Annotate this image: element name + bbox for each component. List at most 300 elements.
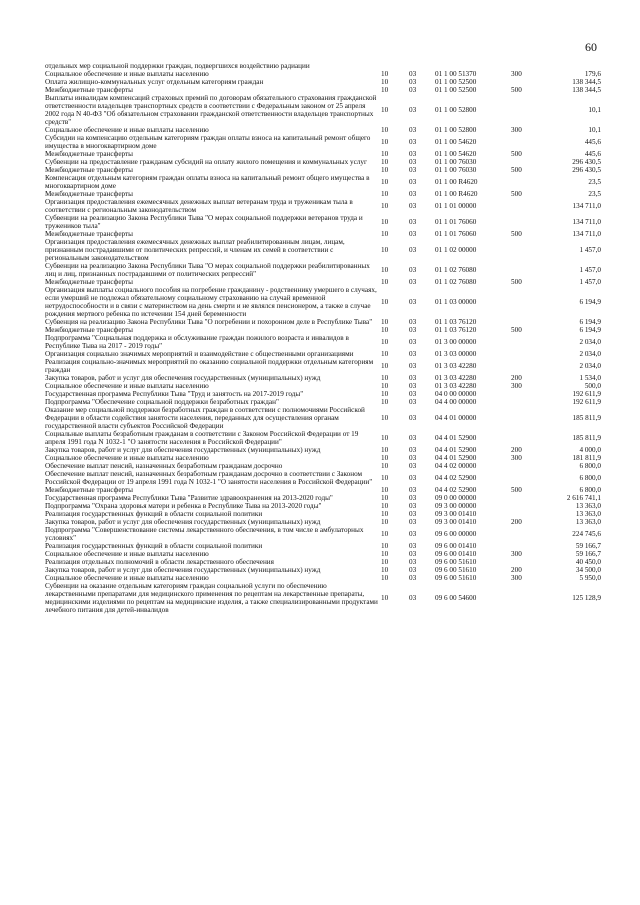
row-subsection-cell: 03 [409, 166, 417, 174]
table-row [44, 430, 602, 446]
row-target-code-cell: 01 1 00 76030 [435, 166, 477, 174]
budget-rows [44, 62, 602, 614]
row-sum-cell: 2 034,0 [579, 362, 601, 370]
table-row [44, 582, 602, 614]
row-target-code-cell: 04 4 00 00000 [435, 398, 477, 406]
row-subsection-cell: 03 [409, 350, 417, 358]
row-section-cell: 10 [381, 326, 389, 334]
row-name-cell: Межбюджетные трансферты [45, 230, 133, 238]
row-section-cell: 10 [381, 486, 389, 494]
table-row [44, 70, 602, 78]
row-name-cell: Подпрограмма "Охрана здоровья матери и ребенка в Республике Тыва на 2013-2020 годы" [45, 502, 322, 510]
table-row [44, 150, 602, 158]
budget-table [44, 62, 602, 614]
row-target-code-cell: 04 4 02 00000 [435, 462, 477, 470]
row-name-cell: Закупка товаров, работ и услуг для обеспечения государственных (муниципальных) нужд [45, 374, 321, 382]
row-expense-type-cell [510, 558, 544, 566]
row-expense-type-cell: 200 [511, 446, 522, 454]
row-name-cell: Субсидии на компенсацию отдельным категориям граждан оплаты взноса на капитальный ремонт общего имущества в многоквартирном доме [45, 134, 371, 150]
row-target-code-cell: 01 1 00 52500 [435, 78, 477, 86]
row-expense-type-cell [510, 406, 544, 430]
row-target-code-cell: 09 6 00 51610 [435, 566, 477, 574]
row-name-cell: Реализация государственных функций в области социальной политики [45, 510, 263, 518]
row-sum-cell: 138 344,5 [572, 78, 601, 86]
row-target-code-cell: 09 6 00 51610 [435, 558, 477, 566]
table-row [44, 334, 602, 350]
row-expense-type-cell [510, 334, 544, 350]
row-subsection-cell: 03 [409, 266, 417, 274]
row-target-code-cell: 01 3 03 00000 [435, 350, 477, 358]
row-subsection-cell: 03 [409, 574, 417, 582]
row-sum-cell: 296 430,5 [572, 158, 601, 166]
row-expense-type-cell [510, 470, 544, 486]
row-section-cell: 10 [381, 462, 389, 470]
table-row [44, 374, 602, 382]
row-sum-cell: 59 166,7 [575, 550, 601, 558]
row-section-cell: 10 [381, 278, 389, 286]
row-subsection-cell: 03 [409, 318, 417, 326]
row-name-cell: отдельных мер социальной поддержки граждан, подвергшихся воздействию радиации [45, 62, 310, 70]
row-section-cell: 10 [381, 574, 389, 582]
row-subsection-cell: 03 [409, 474, 417, 482]
row-expense-type-cell: 300 [511, 70, 522, 78]
row-expense-type-cell [510, 158, 544, 166]
row-name-cell: Социальное обеспечение и иные выплаты населению [45, 126, 209, 134]
row-subsection-cell: 03 [409, 126, 417, 134]
row-name-cell: Организация предоставления ежемесячных денежных выплат ветеранам труда и труженикам тыла в соответствии с региональным законодательством [45, 198, 353, 214]
row-name-cell: Межбюджетные трансферты [45, 326, 133, 334]
row-expense-type-cell [510, 542, 544, 550]
row-subsection-cell: 03 [409, 382, 417, 390]
row-expense-type-cell [510, 214, 544, 230]
row-sum-cell: 34 500,0 [575, 566, 601, 574]
row-subsection-cell: 03 [409, 398, 417, 406]
table-row [44, 326, 602, 334]
table-row [44, 574, 602, 582]
row-subsection-cell: 03 [409, 78, 417, 86]
row-sum-cell: 6 800,0 [579, 474, 601, 482]
row-subsection-cell: 03 [409, 190, 417, 198]
row-subsection-cell: 03 [409, 298, 417, 306]
row-section-cell: 10 [381, 594, 389, 602]
row-name-cell: Межбюджетные трансферты [45, 486, 133, 494]
table-row [44, 174, 602, 190]
row-sum-cell: 1 457,0 [579, 266, 601, 274]
row-name-cell: Реализация социально-значимых мероприятий по оказанию социальной поддержки отдельным категориям граждан [45, 358, 374, 374]
row-sum-cell: 6 800,0 [579, 486, 601, 494]
row-name-cell: Субвенции на оказание отдельным категориям граждан социальной услуги по обеспечению лекарственными препаратами для медицинского применения по рецептам на лекарственные препараты, медицинскими изделиями по рецептам на медицинские изделия, а также специализированными продуктами лечебного питания для детей-инвалидов [45, 582, 378, 614]
row-section-cell: 10 [381, 518, 389, 526]
row-name-cell: Социальное обеспечение и иные выплаты населению [45, 454, 209, 462]
row-section-cell: 10 [381, 542, 389, 550]
row-section-cell: 10 [381, 70, 389, 78]
row-sum-cell: 224 745,6 [572, 530, 601, 538]
row-target-code-cell: 04 4 01 00000 [435, 414, 477, 422]
row-name-cell: Государственная программа Республики Тыва "Труд и занятость на 2017-2019 годы" [45, 390, 304, 398]
row-sum-cell: 1 534,0 [579, 374, 601, 382]
row-subsection-cell: 03 [409, 86, 417, 94]
row-target-code-cell: 01 1 03 00000 [435, 298, 477, 306]
row-sum-cell: 181 811,9 [572, 454, 601, 462]
row-expense-type-cell [510, 78, 544, 86]
row-sum-cell: 4 000,0 [579, 446, 601, 454]
row-target-code-cell: 09 0 00 00000 [435, 494, 477, 502]
row-subsection-cell: 03 [409, 530, 417, 538]
row-target-code-cell: 09 6 00 01410 [435, 550, 477, 558]
row-expense-type-cell [510, 262, 544, 278]
row-name-cell: Подпрограмма "Совершенствование системы лекарственного обеспечения, в том числе в амбулаторных условиях" [45, 526, 364, 542]
row-name-cell: Межбюджетные трансферты [45, 190, 133, 198]
row-name-cell: Закупка товаров, работ и услуг для обеспечения государственных (муниципальных) нужд [45, 518, 321, 526]
table-row [44, 86, 602, 94]
row-expense-type-cell: 200 [511, 566, 522, 574]
row-subsection-cell: 03 [409, 454, 417, 462]
row-expense-type-cell: 500 [511, 86, 522, 94]
row-subsection-cell: 03 [409, 202, 417, 210]
row-section-cell: 10 [381, 566, 389, 574]
row-sum-cell: 2 616 741,1 [566, 494, 601, 502]
row-target-code-cell: 01 1 01 76060 [435, 230, 477, 238]
row-sum-cell: 6 194,9 [579, 298, 601, 306]
row-section-cell: 10 [381, 106, 389, 114]
row-expense-type-cell [510, 134, 544, 150]
table-row [44, 262, 602, 278]
row-target-code-cell: 01 1 00 54620 [435, 150, 477, 158]
row-target-code-cell: 09 6 00 01410 [435, 542, 477, 550]
row-expense-type-cell [510, 502, 544, 510]
row-subsection-cell: 03 [409, 542, 417, 550]
row-name-cell: Выплаты инвалидам компенсаций страховых премий по договорам обязательного страхования гражданской ответственности владельцев транспортных средств в соответствии с Федеральным законом от 25 апреля 2002 года N 40-ФЗ "Об обязательном страховании гражданской ответственности владельцев транспортных средств" [45, 94, 377, 126]
row-subsection-cell: 03 [409, 218, 417, 226]
row-target-code-cell: 09 3 00 00000 [435, 502, 477, 510]
table-row [44, 470, 602, 486]
row-subsection-cell: 03 [409, 230, 417, 238]
row-sum-cell [544, 62, 602, 70]
row-section-cell: 10 [381, 318, 389, 326]
row-target-code-cell: 01 3 00 00000 [435, 338, 477, 346]
row-target-code-cell: 04 4 02 52900 [435, 486, 477, 494]
row-sum-cell: 138 344,5 [572, 86, 601, 94]
row-expense-type-cell: 500 [511, 230, 522, 238]
table-row [44, 78, 602, 86]
row-sum-cell: 134 711,0 [572, 230, 601, 238]
row-subsection-cell: 03 [409, 434, 417, 442]
row-expense-type-cell [510, 510, 544, 518]
row-sum-cell: 134 711,0 [572, 202, 601, 210]
row-name-cell: Субвенции на реализацию Закона Республики Тыва "О мерах социальной поддержки ветеранов труда и тружеников тыла" [45, 214, 363, 230]
row-target-code-cell: 01 1 02 00000 [435, 246, 477, 254]
row-expense-type-cell: 300 [511, 126, 522, 134]
table-row [44, 382, 602, 390]
row-target-code-cell: 01 1 00 52800 [435, 126, 477, 134]
table-row [44, 518, 602, 526]
row-target-code-cell: 01 3 03 42280 [435, 374, 477, 382]
table-row [44, 94, 602, 126]
table-row [44, 390, 602, 398]
row-name-cell: Оказание мер социальной поддержки безработных граждан в соответствии с полномочиями Российской Федерации в области содействия занятости населения, переданных для осуществления органам государственной власти субъектов Российской Федерации [45, 406, 365, 430]
table-row [44, 446, 602, 454]
table-row [44, 198, 602, 214]
row-subsection-cell: 03 [409, 494, 417, 502]
table-row [44, 502, 602, 510]
row-name-cell: Социальное обеспечение и иные выплаты населению [45, 574, 209, 582]
table-row [44, 558, 602, 566]
row-expense-type-cell: 500 [511, 150, 522, 158]
row-target-code-cell: 01 1 01 76060 [435, 218, 477, 226]
table-row [44, 126, 602, 134]
row-section-cell: 10 [381, 166, 389, 174]
row-subsection-cell: 03 [409, 390, 417, 398]
row-section-cell: 10 [381, 246, 389, 254]
row-expense-type-cell [510, 358, 544, 374]
row-expense-type-cell: 500 [511, 326, 522, 334]
row-subsection-cell: 03 [409, 246, 417, 254]
row-sum-cell: 192 611,9 [572, 390, 601, 398]
row-expense-type-cell: 300 [511, 454, 522, 462]
row-name-cell: Обеспечение выплат пенсий, назначенных безработным гражданам досрочно [45, 462, 283, 470]
row-subsection-cell: 03 [409, 106, 417, 114]
row-sum-cell: 23,5 [588, 190, 601, 198]
row-target-code-cell: 01 1 00 52800 [435, 106, 477, 114]
page-number: 60 [585, 40, 597, 54]
row-section-cell: 10 [381, 550, 389, 558]
row-section-cell: 10 [381, 414, 389, 422]
table-row [44, 542, 602, 550]
row-target-code-cell: 01 1 00 52500 [435, 86, 477, 94]
table-row [44, 214, 602, 230]
row-name-cell: Субвенция на реализацию Закона Республики Тыва "О погребении и похоронном деле в Республике Тыва" [45, 318, 373, 326]
row-subsection-cell: 03 [409, 502, 417, 510]
row-section-cell: 10 [381, 150, 389, 158]
row-target-code-cell: 01 1 00 54620 [435, 138, 477, 146]
row-subsection-cell: 03 [409, 510, 417, 518]
row-sum-cell: 185 811,9 [572, 414, 601, 422]
table-row [44, 158, 602, 166]
row-subsection-cell: 03 [409, 414, 417, 422]
row-target-code-cell: 04 4 01 52900 [435, 446, 477, 454]
table-row [44, 286, 602, 318]
table-row [44, 454, 602, 462]
row-subsection-cell: 03 [409, 70, 417, 78]
table-row [44, 350, 602, 358]
row-section-cell: 10 [381, 178, 389, 186]
row-name-cell: Подпрограмма "Обеспечение социальной поддержки безработных граждан" [45, 398, 279, 406]
row-subsection-cell: 03 [409, 594, 417, 602]
row-name-cell: Субвенции на реализацию Закона Республики Тыва "О мерах социальной поддержки реабилитированных лиц и лиц, признанных пострадавшими от политических репрессий" [45, 262, 370, 278]
row-section-cell: 10 [381, 474, 389, 482]
row-sum-cell: 59 166,7 [575, 542, 601, 550]
row-expense-type-cell [510, 62, 544, 70]
row-section-cell: 10 [381, 126, 389, 134]
row-name-cell: Подпрограмма "Социальная поддержка и обслуживание граждан пожилого возраста и инвалидов в Республике Тыва на 2017 - 2019 годы" [45, 334, 349, 350]
row-target-code-cell: 01 1 00 76030 [435, 158, 477, 166]
row-sum-cell: 500,0 [584, 382, 601, 390]
row-target-code-cell: 09 3 00 01410 [435, 518, 477, 526]
row-expense-type-cell [510, 430, 544, 446]
row-sum-cell: 13 363,0 [575, 518, 601, 526]
row-name-cell: Социальные выплаты безработным гражданам в соответствии с Законом Российской Федерации от 19 апреля 1991 года N 1032-1 "О занятости населения в Российской Федерации" [45, 430, 359, 446]
row-subsection-cell: 03 [409, 326, 417, 334]
row-target-code-cell: 04 4 01 52900 [435, 454, 477, 462]
table-row [44, 62, 602, 70]
row-expense-type-cell [510, 494, 544, 502]
row-section-cell: 10 [381, 398, 389, 406]
row-name-cell: Организация предоставления ежемесячных денежных выплат реабилитированным лицам, лицам, признанным пострадавшими от политических репрессий, и членам их семей в соответствии с региональным законодательством [45, 238, 345, 262]
row-name-cell: Реализация государственных функций в области социальной политики [45, 542, 263, 550]
row-section-cell: 10 [381, 494, 389, 502]
row-target-code-cell: 01 1 02 76080 [435, 278, 477, 286]
row-sum-cell: 13 363,0 [575, 510, 601, 518]
row-section-cell: 10 [381, 530, 389, 538]
row-sum-cell: 2 034,0 [579, 338, 601, 346]
row-target-code-cell: 04 4 02 52900 [435, 474, 477, 482]
row-sum-cell: 13 363,0 [575, 502, 601, 510]
row-section-cell: 10 [381, 374, 389, 382]
row-expense-type-cell [510, 582, 544, 614]
row-section-cell: 10 [381, 190, 389, 198]
row-name-cell: Государственная программа Республики Тыва "Развитие здравоохранения на 2013-2020 годы" [45, 494, 333, 502]
row-sum-cell: 10,1 [588, 126, 601, 134]
row-section-cell: 10 [381, 510, 389, 518]
row-target-code-cell: 04 4 01 52900 [435, 434, 477, 442]
table-row [44, 190, 602, 198]
row-subsection-cell: 03 [409, 550, 417, 558]
row-target-code-cell: 01 1 03 76120 [435, 318, 477, 326]
row-subsection-cell: 03 [409, 374, 417, 382]
table-row [44, 406, 602, 430]
row-section-cell: 10 [381, 558, 389, 566]
row-expense-type-cell [510, 174, 544, 190]
row-section-cell: 10 [381, 502, 389, 510]
row-expense-type-cell: 200 [511, 374, 522, 382]
row-subsection-cell: 03 [409, 558, 417, 566]
table-row [44, 134, 602, 150]
row-expense-type-cell [510, 350, 544, 358]
row-name-cell: Межбюджетные трансферты [45, 166, 133, 174]
row-section-cell [380, 62, 408, 70]
row-subsection-cell: 03 [409, 178, 417, 186]
row-sum-cell: 6 194,9 [579, 326, 601, 334]
row-subsection-cell: 03 [409, 150, 417, 158]
row-sum-cell: 5 950,0 [579, 574, 601, 582]
row-target-code-cell: 01 1 00 R4620 [435, 190, 478, 198]
row-subsection-cell: 03 [409, 138, 417, 146]
row-section-cell: 10 [381, 454, 389, 462]
table-row [44, 486, 602, 494]
row-section-cell: 10 [381, 86, 389, 94]
row-sum-cell: 40 450,0 [575, 558, 601, 566]
table-row [44, 526, 602, 542]
row-section-cell: 10 [381, 390, 389, 398]
row-subsection-cell: 03 [409, 278, 417, 286]
row-expense-type-cell [510, 318, 544, 326]
row-sum-cell: 296 430,5 [572, 166, 601, 174]
row-section-cell: 10 [381, 218, 389, 226]
row-target-code-cell: 09 6 00 00000 [435, 530, 477, 538]
row-name-cell: Реализация отдельных полномочий в области лекарственного обеспечения [45, 558, 274, 566]
row-name-cell: Организация выплаты социального пособия на погребение гражданину - родственнику умершего в случаях, если умерший не подлежал обязательному социальному страхованию на случай временной нетрудоспособности и в связи с материнством на день смерти и не являлся пенсионером, а также в случае рождения мертвого ребенка по истечении 154 дней беременности [45, 286, 377, 318]
row-subsection-cell: 03 [409, 338, 417, 346]
row-expense-type-cell [510, 526, 544, 542]
table-row [44, 462, 602, 470]
row-expense-type-cell: 300 [511, 382, 522, 390]
row-subsection-cell: 03 [409, 362, 417, 370]
row-name-cell: Межбюджетные трансферты [45, 150, 133, 158]
row-name-cell: Социальное обеспечение и иные выплаты населению [45, 550, 209, 558]
row-section-cell: 10 [381, 230, 389, 238]
row-section-cell: 10 [381, 138, 389, 146]
row-name-cell: Межбюджетные трансферты [45, 86, 133, 94]
row-target-code-cell: 01 1 00 51370 [435, 70, 477, 78]
row-sum-cell: 6 800,0 [579, 462, 601, 470]
row-name-cell: Субвенции на предоставление гражданам субсидий на оплату жилого помещения и коммунальных услуг [45, 158, 367, 166]
row-name-cell: Организация социально значимых мероприятий и взаимодействие с общественными организациями [45, 350, 354, 358]
row-expense-type-cell [510, 94, 544, 126]
row-target-code-cell: 09 3 00 01410 [435, 510, 477, 518]
row-expense-type-cell [510, 286, 544, 318]
table-row [44, 230, 602, 238]
table-row [44, 398, 602, 406]
row-expense-type-cell: 500 [511, 278, 522, 286]
row-subsection-cell: 03 [409, 486, 417, 494]
row-section-cell: 10 [381, 446, 389, 454]
row-section-cell: 10 [381, 434, 389, 442]
row-expense-type-cell: 200 [511, 518, 522, 526]
row-sum-cell: 1 457,0 [579, 278, 601, 286]
row-expense-type-cell [510, 398, 544, 406]
row-name-cell: Компенсация отдельным категориям граждан оплаты взноса на капитальный ремонт общего имущества в многоквартирном доме [45, 174, 370, 190]
row-sum-cell: 125 128,9 [572, 594, 601, 602]
row-sum-cell: 179,6 [584, 70, 601, 78]
row-sum-cell: 1 457,0 [579, 246, 601, 254]
row-expense-type-cell: 500 [511, 486, 522, 494]
row-section-cell: 10 [381, 266, 389, 274]
row-name-cell: Закупка товаров, работ и услуг для обеспечения государственных (муниципальных) нужд [45, 446, 321, 454]
row-section-cell: 10 [381, 338, 389, 346]
row-subsection-cell: 03 [409, 158, 417, 166]
row-expense-type-cell [510, 238, 544, 262]
row-expense-type-cell [510, 462, 544, 470]
row-target-code-cell: 09 6 00 54600 [435, 594, 477, 602]
table-row [44, 566, 602, 574]
row-name-cell: Социальное обеспечение и иные выплаты населению [45, 70, 209, 78]
row-target-code-cell: 01 3 03 42280 [435, 362, 477, 370]
row-target-code-cell: 04 0 00 00000 [435, 390, 477, 398]
table-row [44, 166, 602, 174]
row-expense-type-cell [510, 390, 544, 398]
row-sum-cell: 192 611,9 [572, 398, 601, 406]
row-sum-cell: 185 811,9 [572, 434, 601, 442]
table-row [44, 238, 602, 262]
row-sum-cell: 445,6 [584, 138, 601, 146]
row-sum-cell: 134 711,0 [572, 218, 601, 226]
row-name-cell: Оплата жилищно-коммунальных услуг отдельным категориям граждан [45, 78, 264, 86]
row-expense-type-cell [510, 198, 544, 214]
row-subsection-cell [408, 62, 434, 70]
row-section-cell: 10 [381, 158, 389, 166]
row-subsection-cell: 03 [409, 566, 417, 574]
row-expense-type-cell: 300 [511, 574, 522, 582]
row-target-code-cell: 01 1 02 76080 [435, 266, 477, 274]
row-target-code-cell: 01 1 00 R4620 [435, 178, 478, 186]
table-row [44, 550, 602, 558]
row-expense-type-cell: 500 [511, 166, 522, 174]
row-sum-cell: 23,5 [588, 178, 601, 186]
row-name-cell: Социальное обеспечение и иные выплаты населению [45, 382, 209, 390]
table-row [44, 318, 602, 326]
table-row [44, 358, 602, 374]
row-subsection-cell: 03 [409, 462, 417, 470]
